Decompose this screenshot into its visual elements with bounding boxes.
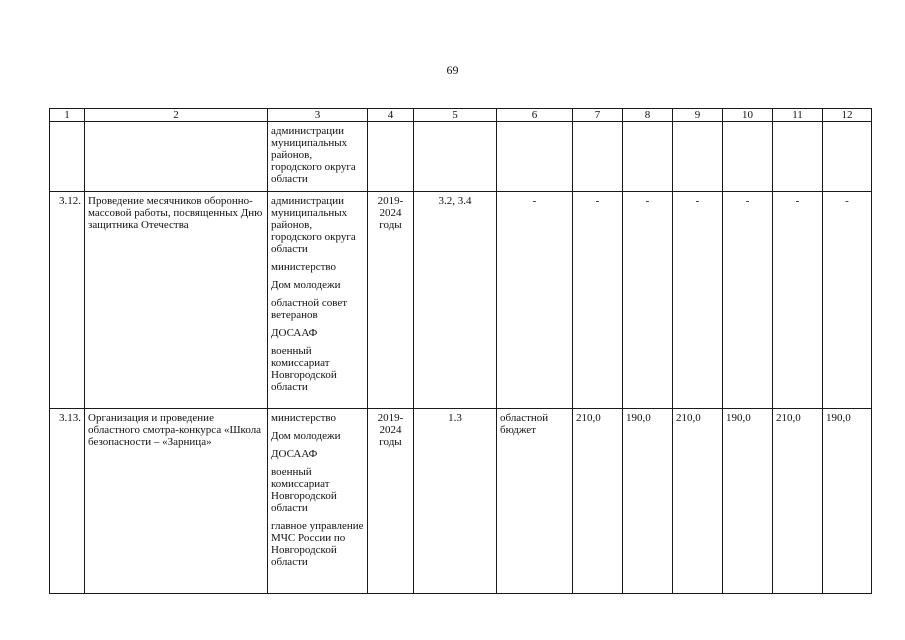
page-number: 69 (446, 63, 459, 77)
row-number: 3.13. (50, 409, 85, 594)
value-cell: - (573, 192, 623, 409)
value-cell: 210,0 (673, 409, 723, 594)
executor-item: Дом молодежи (271, 430, 341, 442)
column-header: 9 (673, 109, 723, 122)
value-cell (573, 122, 623, 192)
executor-item: военный комиссариат Новгородской области (271, 345, 337, 393)
table-row (50, 192, 872, 409)
column-header: 6 (497, 109, 573, 122)
executor-item: министерство (271, 261, 337, 273)
value-cell (773, 122, 823, 192)
column-header: 7 (573, 109, 623, 122)
value-cell: 210,0 (773, 409, 823, 594)
funding-source-cell (497, 122, 573, 192)
table-row (50, 122, 872, 192)
value-cell (623, 122, 673, 192)
executor-item: администрации муниципальных районов, городского округа области (271, 195, 356, 255)
row-number: 3.12. (50, 192, 85, 409)
years-cell: 2019-2024 годы (368, 409, 414, 594)
column-header: 1 (50, 109, 85, 122)
executor-item: министерство (271, 412, 337, 424)
years-cell: 2019-2024 годы (368, 192, 414, 409)
executor-item: военный комиссариат Новгородской области (271, 466, 337, 514)
column-header: 4 (368, 109, 414, 122)
executors-cell (268, 409, 368, 594)
indicators-cell: 3.2, 3.4 (414, 192, 497, 409)
value-cell: 210,0 (573, 409, 623, 594)
value-cell: - (623, 192, 673, 409)
column-header: 12 (823, 109, 872, 122)
table-header-row (50, 109, 872, 122)
column-header: 10 (723, 109, 773, 122)
table-row (50, 409, 872, 594)
column-header: 11 (773, 109, 823, 122)
executors-cell (268, 122, 368, 192)
value-cell: - (723, 192, 773, 409)
value-cell: 190,0 (723, 409, 773, 594)
activity-name: Организация и проведение областного смотра-конкурса «Школа безопасности – «Зарница» (85, 409, 268, 594)
executor-item: областной совет ветеранов (271, 297, 348, 321)
value-cell: - (673, 192, 723, 409)
activity-name: Проведение месячников оборонно-массовой работы, посвященных Дню защитника Отечества (85, 192, 268, 409)
value-cell: 190,0 (823, 409, 872, 594)
executors-cell (268, 192, 368, 409)
executor-item: ДОСААФ (271, 327, 318, 339)
executor-item: ДОСААФ (271, 448, 318, 460)
executor-item: Дом молодежи (271, 279, 341, 291)
executor-item: главное управление МЧС России по Новгородской области (271, 520, 364, 568)
value-cell: 190,0 (623, 409, 673, 594)
column-header: 8 (623, 109, 673, 122)
activity-name (85, 122, 268, 192)
value-cell (723, 122, 773, 192)
activities-table (49, 108, 872, 594)
value-cell (823, 122, 872, 192)
indicators-cell: 1.3 (414, 409, 497, 594)
years-cell (368, 122, 414, 192)
column-header: 5 (414, 109, 497, 122)
executor-item: администрации муниципальных районов, городского округа области (271, 125, 356, 185)
value-cell: - (823, 192, 872, 409)
value-cell: - (773, 192, 823, 409)
column-header: 3 (268, 109, 368, 122)
value-cell (673, 122, 723, 192)
indicators-cell (414, 122, 497, 192)
column-header: 2 (85, 109, 268, 122)
row-number (50, 122, 85, 192)
funding-source-cell: - (497, 192, 573, 409)
funding-source-cell: областной бюджет (497, 409, 573, 594)
